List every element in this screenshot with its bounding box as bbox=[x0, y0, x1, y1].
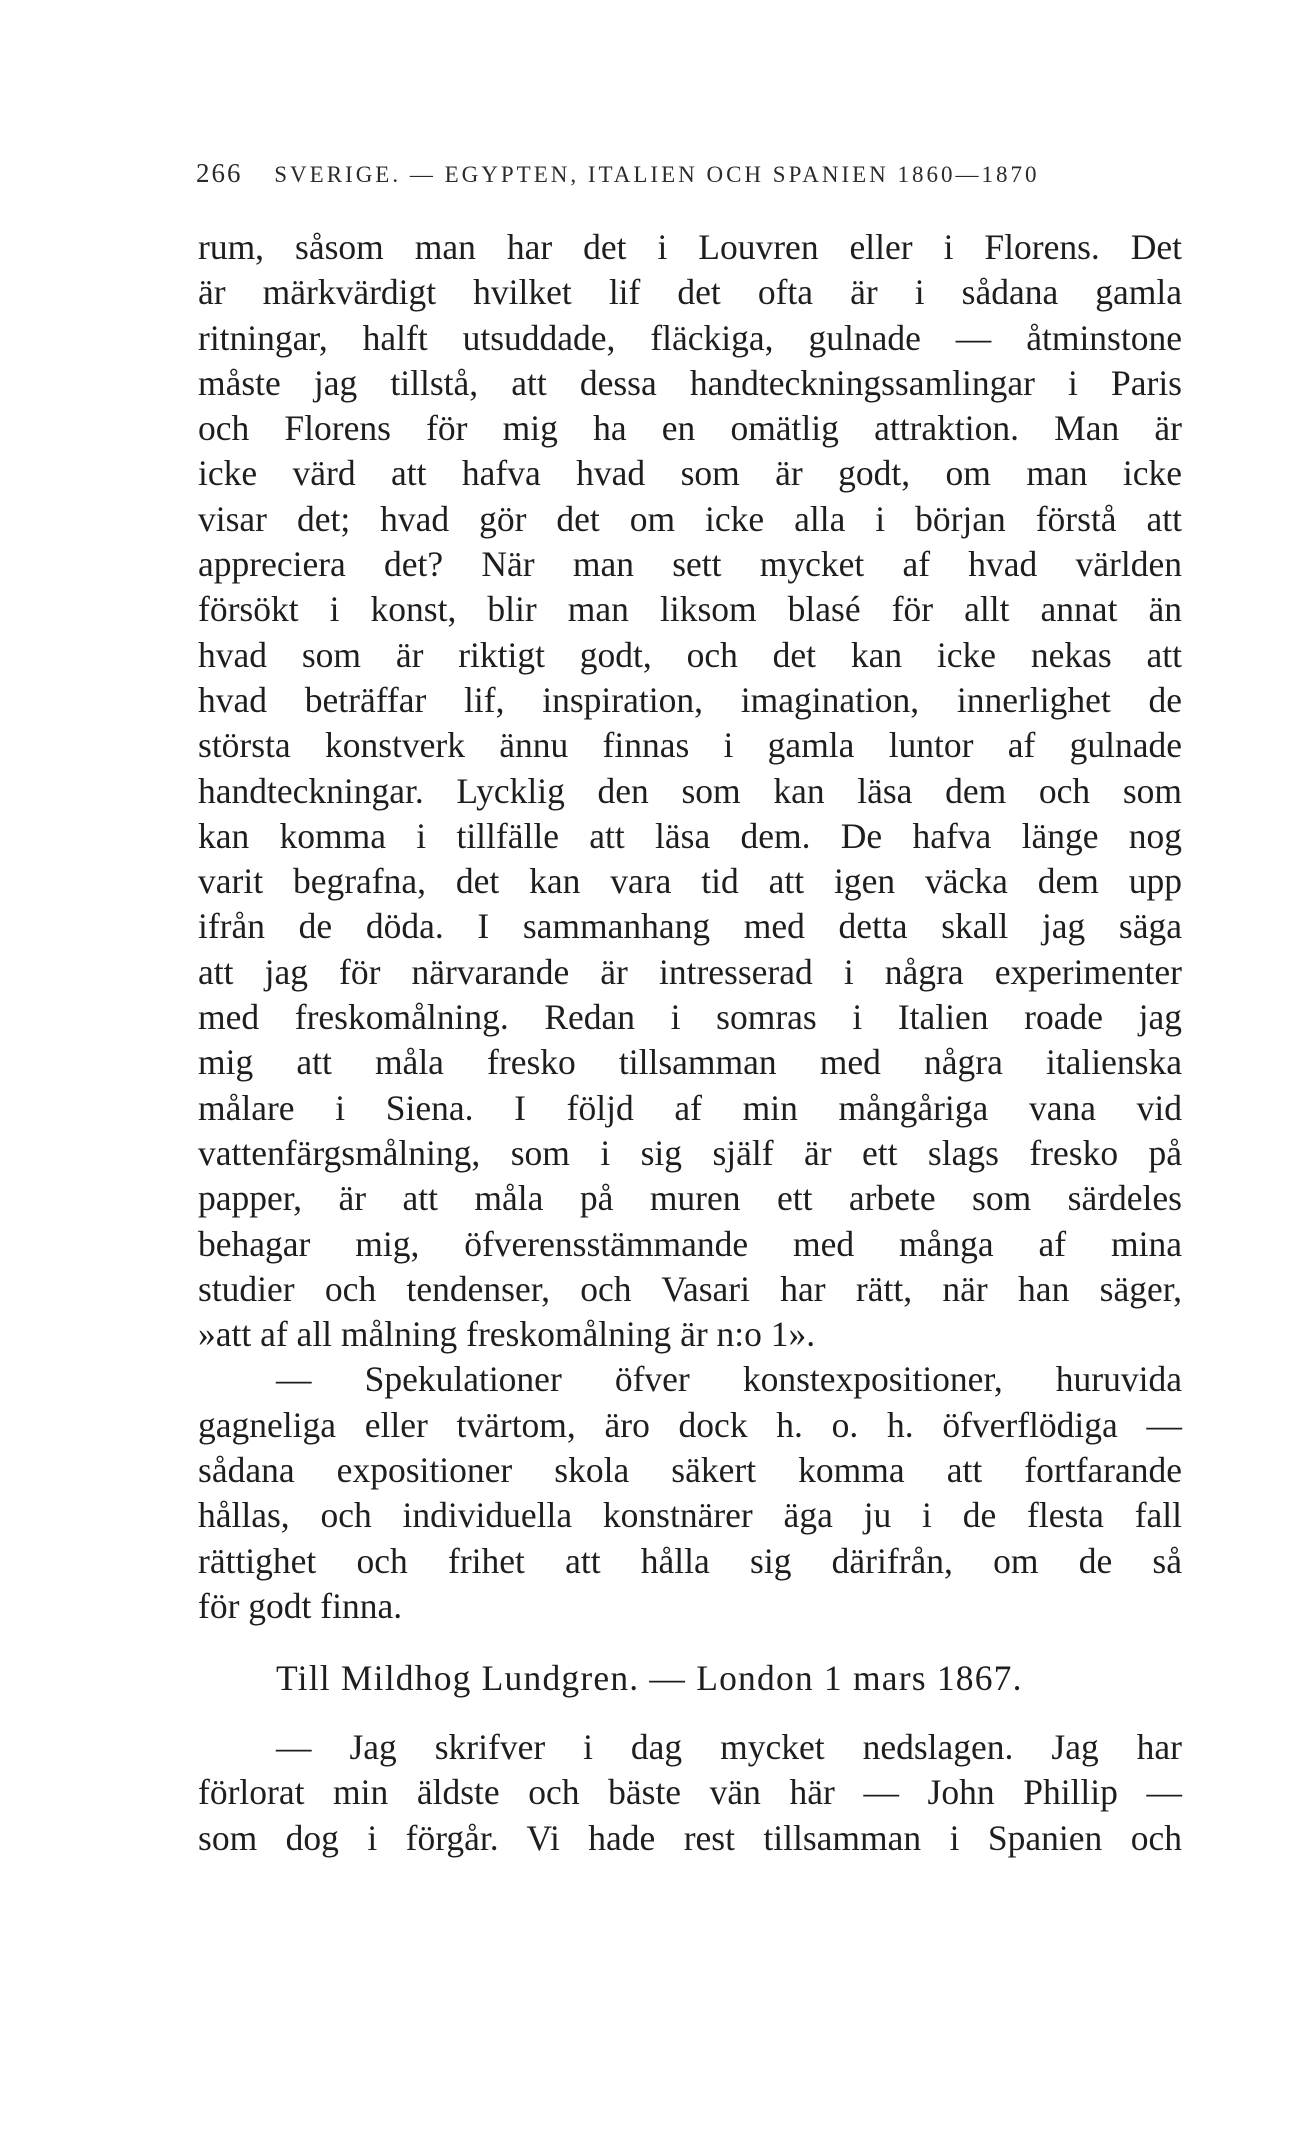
text-line: och Florens för mig ha en omätlig attraktion. Man är bbox=[198, 408, 1182, 449]
text-line: gagneliga eller tvärtom, äro dock h. o. h. öfverflödiga — bbox=[198, 1404, 1182, 1445]
text-line: hållas, och individuella konstnärer äga ju i de flesta fall bbox=[198, 1495, 1182, 1536]
text-line: appreciera det? När man sett mycket af hvad världen bbox=[198, 544, 1182, 585]
text-line: med freskomålning. Redan i somras i Italien roade jag bbox=[198, 997, 1182, 1038]
body-text bbox=[198, 225, 1182, 1629]
text-line: studier och tendenser, och Vasari har rätt, när han säger, bbox=[198, 1268, 1182, 1309]
text-line: sådana expositioner skola säkert komma att fortfarande bbox=[198, 1450, 1182, 1491]
text-line: — Spekulationer öfver konstexpositioner, huruvida bbox=[276, 1359, 1182, 1400]
text-line: hvad beträffar lif, inspiration, imagination, innerlighet de bbox=[198, 679, 1182, 720]
page-number: 266 bbox=[196, 158, 243, 188]
text-line: att jag för närvarande är intresserad i några experimenter bbox=[198, 951, 1182, 992]
letter-text bbox=[198, 1725, 1182, 1861]
text-line: »att af all målning freskomålning är n:o 1». bbox=[198, 1314, 816, 1355]
text-line: behagar mig, öfverensstämmande med många af mina bbox=[198, 1223, 1182, 1264]
text-line: som dog i förgår. Vi hade rest tillsamman i Spanien och bbox=[198, 1817, 1182, 1858]
text-line: försökt i konst, blir man liksom blasé för allt annat än bbox=[198, 589, 1182, 630]
running-title: SVERIGE. — EGYPTEN, ITALIEN OCH SPANIEN 1860—1870 bbox=[274, 162, 1040, 187]
text-line: icke värd att hafva hvad som är godt, om man icke bbox=[198, 453, 1182, 494]
text-line: papper, är att måla på muren ett arbete som särdeles bbox=[198, 1178, 1182, 1219]
text-line: hvad som är riktigt godt, och det kan icke nekas att bbox=[198, 634, 1182, 675]
text-line: största konstverk ännu finnas i gamla luntor af gulnade bbox=[198, 725, 1182, 766]
text-line: vattenfärgsmålning, som i sig själf är ett slags fresko på bbox=[198, 1132, 1182, 1173]
letter-heading: Till Mildhog Lundgren. — London 1 mars 1867. bbox=[276, 1658, 1023, 1698]
text-line: är märkvärdigt hvilket lif det ofta är i sådana gamla bbox=[198, 272, 1182, 313]
text-line: visar det; hvad gör det om icke alla i början förstå att bbox=[198, 498, 1182, 539]
letter-heading-block bbox=[198, 1656, 1182, 1701]
text-line: måste jag tillstå, att dessa handteckningssamlingar i Paris bbox=[198, 362, 1182, 403]
text-line: kan komma i tillfälle att läsa dem. De hafva länge nog bbox=[198, 815, 1182, 856]
text-line: ifrån de döda. I sammanhang med detta skall jag säga bbox=[198, 906, 1182, 947]
text-line: rättighet och frihet att hålla sig därifrån, om de så bbox=[198, 1540, 1182, 1581]
text-line: varit begrafna, det kan vara tid att igen väcka dem upp bbox=[198, 861, 1182, 902]
text-line: ritningar, halft utsuddade, fläckiga, gulnade — åtminstone bbox=[198, 317, 1182, 358]
text-line: målare i Siena. I följd af min mångåriga vana vid bbox=[198, 1087, 1182, 1128]
running-header bbox=[196, 158, 1116, 192]
text-line: mig att måla fresko tillsamman med några italienska bbox=[198, 1042, 1182, 1083]
text-line: — Jag skrifver i dag mycket nedslagen. Jag har bbox=[276, 1727, 1182, 1767]
text-line: handteckningar. Lycklig den som kan läsa dem och som bbox=[198, 770, 1182, 811]
text-line: rum, såsom man har det i Louvren eller i Florens. Det bbox=[198, 227, 1182, 267]
text-line: förlorat min äldste och bäste vän här — John Phillip — bbox=[198, 1772, 1182, 1813]
text-line: för godt finna. bbox=[198, 1585, 403, 1626]
